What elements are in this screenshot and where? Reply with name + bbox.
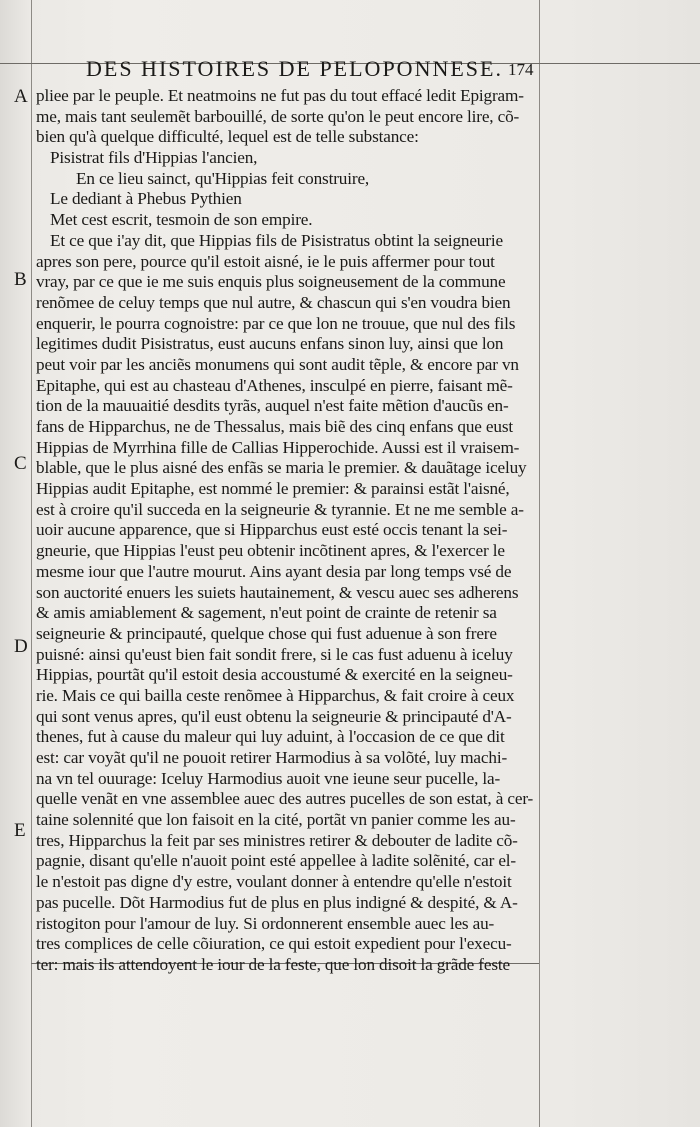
- text-line: & amis amiablement & sagement, n'eut point de crainte de retenir sa: [36, 603, 497, 623]
- verse-line: Pisistrat fils d'Hippias l'ancien,: [50, 148, 258, 168]
- right-margin-rule: [539, 0, 540, 1127]
- body-text: [36, 86, 536, 976]
- text-line: enquerir, le pourra cognoistre: par ce que lon ne trouue, que nul des fils: [36, 313, 516, 333]
- text-line: tion de la mauuaitié desdits tyrãs, auquel n'est faite mẽtion d'aucũs en-: [36, 396, 509, 416]
- text-line: quelle venãt en vne assemblee auec des autres pucelles de son estat, à cer-: [36, 789, 534, 809]
- text-line: Hippias audit Epitaphe, est nommé le premier: & parainsi estãt l'aisné,: [36, 479, 510, 499]
- text-line: me, mais tant seulemẽt barbouillé, de sorte qu'on le peut encore lire, cõ-: [36, 106, 520, 126]
- text-line: pliee par le peuple. Et neatmoins ne fut pas du tout effacé ledit Epigram-: [36, 86, 524, 105]
- margin-letter-e: E: [14, 820, 26, 841]
- text-line: taine solennité que lon faisoit en la cité, portãt vn panier comme les au-: [36, 810, 516, 830]
- page-number: 174: [508, 60, 534, 79]
- text-line: Et ce que i'ay dit, que Hippias fils de Pisistratus obtint la seigneurie: [50, 230, 503, 250]
- text-line: thenes, fut à cause du maleur qui luy aduint, à l'occasion de ce que dit: [36, 727, 505, 747]
- text-line: pas pucelle. Dõt Harmodius fut de plus en plus indigné & despité, & A-: [36, 892, 518, 912]
- text-line: gneurie, que Hippias l'eust peu obtenir incõtinent apres, & l'exercer le: [36, 541, 505, 561]
- text-line: est à croire qu'il succeda en la seigneurie & tyrannie. Et ne me semble a-: [36, 499, 524, 519]
- margin-letter-c: C: [14, 453, 27, 474]
- text-line: qui sont venus apres, qu'il eust obtenu la seigneurie & principauté d'A-: [36, 706, 512, 726]
- text-line: peut voir par les anciẽs monumens qui sont audit tẽple, & encore par vn: [36, 354, 519, 374]
- text-line: Hippias, pourtãt qu'il estoit desia accoustumé & exercité en la seigneu-: [36, 665, 513, 685]
- text-line: legitimes dudit Pisistratus, eust aucuns enfans sinon luy, ainsi que lon: [36, 334, 504, 354]
- text-line: tres complices de celle cõiuration, ce qui estoit expedient pour l'execu-: [36, 934, 512, 954]
- text-line: rie. Mais ce qui bailla ceste renõmee à Hipparchus, & fait croire à ceux: [36, 685, 515, 705]
- left-margin-rule: [31, 0, 32, 1127]
- running-head: DES HISTOIRES DE PELOPONNESE.: [86, 56, 503, 81]
- text-line: renõmee de celuy temps que nul autre, & chascun qui s'en voudra bien: [36, 292, 511, 312]
- text-line: seigneurie & principauté, quelque chose qui fust aduenue à son frere: [36, 623, 497, 643]
- text-line: pagnie, disant qu'elle n'auoit point esté appellee à ladite solẽnité, car el-: [36, 851, 517, 871]
- text-line: est: car voyãt qu'il ne pouoit retirer Harmodius à sa volõté, luy machi-: [36, 748, 508, 767]
- text-line: tres, Hipparchus la feit par ses ministres retirer & debouter de ladite cõ-: [36, 830, 518, 850]
- text-line: vray, par ce que ie me suis enquis plus soigneusement de la commune: [36, 272, 506, 292]
- text-line: bien qu'à quelque difficulté, lequel est de telle substance:: [36, 127, 419, 147]
- text-line: ter: mais ils attendoyent le iour de la feste, que lon disoit la grãde feste: [36, 954, 510, 974]
- verse-line: Le dediant à Phebus Pythien: [50, 189, 242, 209]
- text-line: apres son pere, pource qu'il estoit aisné, ie le puis affermer pour tout: [36, 251, 495, 271]
- text-line: Hippias de Myrrhina fille de Callias Hipperochide. Aussi est il vraisem-: [36, 437, 520, 457]
- text-line: Epitaphe, qui est au chasteau d'Athenes, insculpé en pierre, faisant mẽ-: [36, 375, 513, 395]
- text-line: ristogiton pour l'amour de luy. Si ordonnerent ensemble auec les au-: [36, 913, 495, 933]
- verse-line: En ce lieu sainct, qu'Hippias feit construire,: [76, 168, 370, 188]
- margin-letter-b: B: [14, 269, 27, 290]
- text-line: mesme iour que l'autre mourut. Ains ayant desia par long temps vsé de: [36, 561, 512, 581]
- text-line: le n'estoit pas digne d'y estre, voulant donner à entendre qu'elle n'estoit: [36, 872, 512, 892]
- verse-line: Met cest escrit, tesmoin de son empire.: [50, 210, 313, 230]
- margin-letter-d: D: [14, 636, 28, 657]
- text-line: na vn tel ouurage: Iceluy Harmodius auoit vne ieune seur pucelle, la-: [36, 768, 501, 788]
- text-line: uoir aucune apparence, que si Hipparchus eust esté occis tenant la sei-: [36, 520, 508, 540]
- margin-letter-a: A: [14, 86, 28, 107]
- text-line: puisné: ainsi qu'eust bien fait sondit frere, si le cas fust aduenu à iceluy: [36, 644, 513, 664]
- text-line: fans de Hipparchus, ne de Thessalus, mais biẽ des cinq enfans que eust: [36, 417, 513, 436]
- text-line: blable, que le plus aisné des enfãs se maria le premier. & dauãtage iceluy: [36, 458, 527, 478]
- text-line: son auctorité enuers les suiets hautainement, & vescu auec ses adherens: [36, 582, 519, 602]
